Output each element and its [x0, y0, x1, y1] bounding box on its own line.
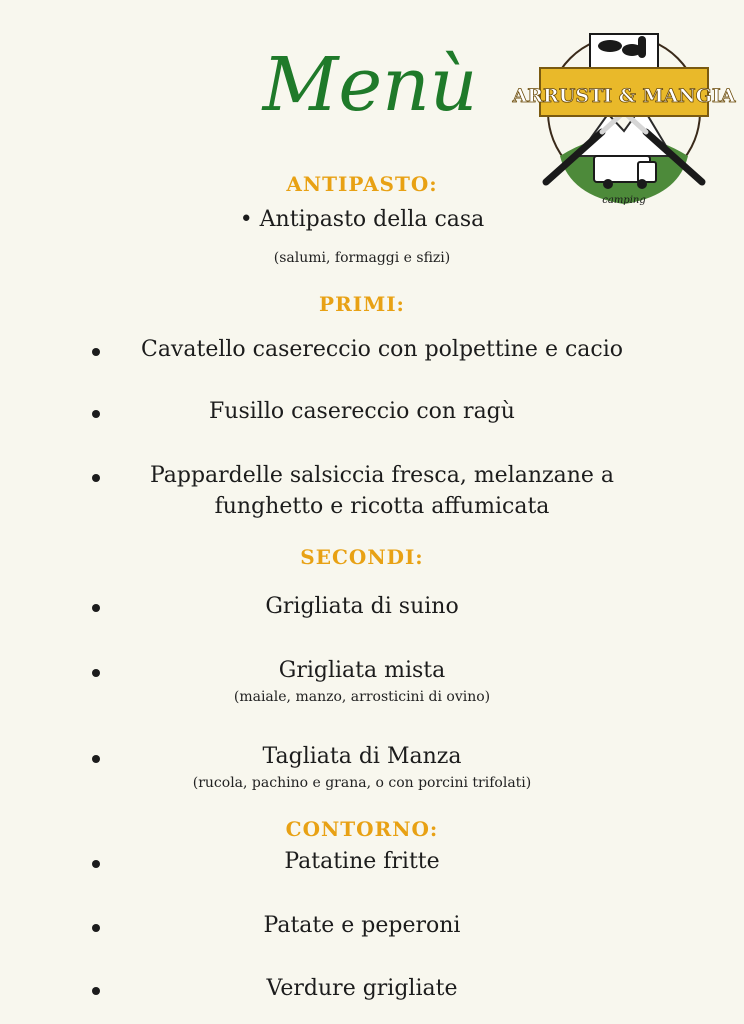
contorno-item-verdure: Verdure grigliate [266, 976, 458, 1001]
secondi-item-suino: Grigliata di suino [265, 594, 459, 619]
bullet-dot: • [239, 207, 260, 232]
antipasto-item [0, 204, 724, 236]
logo-tagline-text: camping [602, 195, 646, 206]
antipasto-heading: ANTIPASTO: [286, 172, 438, 196]
menu-title [262, 10, 478, 150]
secondi-item-mista-note: (maiale, manzo, arrosticini di ovino) [233, 689, 491, 705]
antipasto-item-label: Antipasto della casa [259, 207, 485, 232]
secondi-item-tagliata: Tagliata di Manza [262, 744, 462, 769]
secondi-item-mista: Grigliata mista [278, 658, 446, 683]
primi-heading: PRIMI: [319, 292, 405, 316]
contorno-item-patate: Patate e peperoni [263, 913, 461, 938]
primi-item-fusillo: Fusillo casereccio con ragù [209, 399, 515, 424]
secondi-item-tagliata-note: (rucola, pachino e grana, o con porcini trifolati) [192, 775, 532, 791]
menu-title-text: Menù [262, 42, 478, 128]
primi-item-cavatello: Cavatello casereccio con polpettine e cacio [140, 337, 623, 362]
contorno-heading: CONTORNO: [285, 817, 439, 841]
secondi-heading: SECONDI: [300, 545, 424, 569]
contorno-item-patatine: Patatine fritte [284, 849, 440, 874]
logo-brand-text: ARRUSTI & MANGIA [512, 85, 736, 107]
primi-item-pappardelle-line1: Pappardelle salsiccia fresca, melanzane a [149, 463, 615, 488]
primi-item-pappardelle-line2: funghetto e ricotta affumicata [214, 494, 550, 519]
antipasto-item-note: (salumi, formaggi e sfizi) [273, 250, 451, 266]
